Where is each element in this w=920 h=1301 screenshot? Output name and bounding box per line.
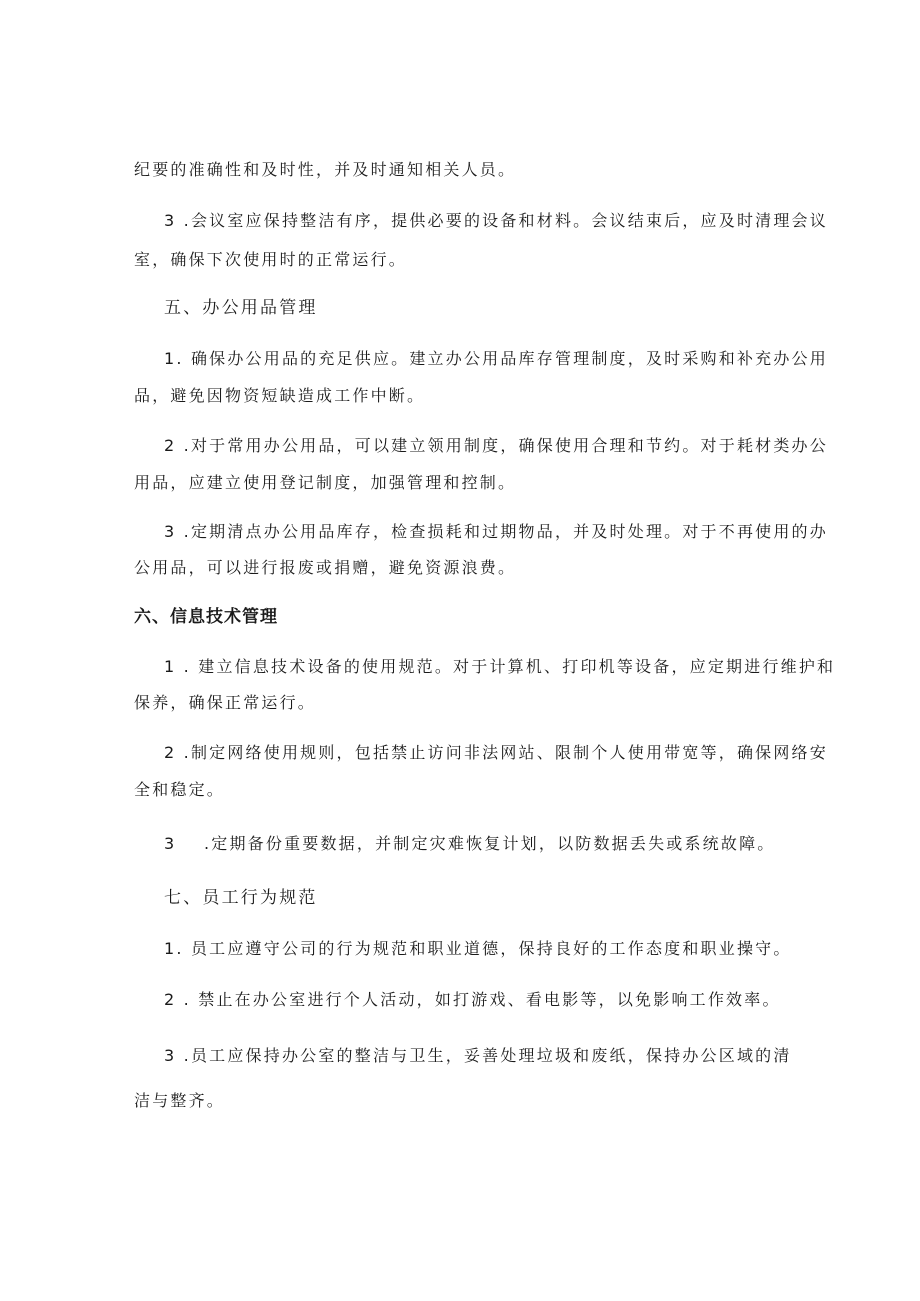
paragraph-line: 2 .对于常用办公用品，可以建立领用制度，确保使用合理和节约。对于耗材类办公 (164, 436, 828, 455)
paragraph-line: 用品，应建立使用登记制度，加强管理和控制。 (134, 473, 517, 492)
section-heading-seven: 七、员工行为规范 (164, 888, 318, 908)
paragraph-line: 2 . 禁止在办公室进行个人活动，如打游戏、看电影等，以免影响工作效率。 (164, 990, 781, 1009)
list-number: 3 (164, 834, 177, 853)
paragraph-line: 2 .制定网络使用规则，包括禁止访问非法网站、限制个人使用带宽等，确保网络安 (164, 743, 828, 762)
paragraph-line: 全和稳定。 (134, 780, 226, 799)
paragraph-line: 公用品，可以进行报废或捐赠，避免资源浪费。 (134, 558, 517, 577)
paragraph-line: 1 . 建立信息技术设备的使用规范。对于计算机、打印机等设备，应定期进行维护和 (164, 657, 836, 676)
paragraph-line: 纪要的准确性和及时性，并及时通知相关人员。 (134, 160, 517, 179)
paragraph-line: 3 .会议室应保持整洁有序，提供必要的设备和材料。会议结束后，应及时清理会议 (164, 211, 828, 230)
section-heading-five: 五、办公用品管理 (164, 298, 318, 318)
paragraph-line: 室，确保下次使用时的正常运行。 (134, 250, 408, 269)
paragraph-line: 洁与整齐。 (134, 1091, 226, 1110)
paragraph-line: 保养，确保正常运行。 (134, 693, 317, 712)
paragraph-line: 3 .员工应保持办公室的整洁与卫生，妥善处理垃圾和废纸，保持办公区域的清 (164, 1046, 792, 1065)
paragraph-line: 品，避免因物资短缺造成工作中断。 (134, 386, 426, 405)
paragraph-line: 1. 员工应遵守公司的行为规范和职业道德，保持良好的工作态度和职业操守。 (164, 939, 792, 958)
paragraph-line: 1. 确保办公用品的充足供应。建立办公用品库存管理制度，及时采购和补充办公用 (164, 349, 828, 368)
paragraph-line: 3 .定期清点办公用品库存，检查损耗和过期物品，并及时处理。对于不再使用的办 (164, 522, 828, 541)
section-heading-six: 六、信息技术管理 (134, 607, 278, 627)
paragraph-line: .定期备份重要数据，并制定灾难恢复计划，以防数据丢失或系统故障。 (204, 834, 776, 853)
